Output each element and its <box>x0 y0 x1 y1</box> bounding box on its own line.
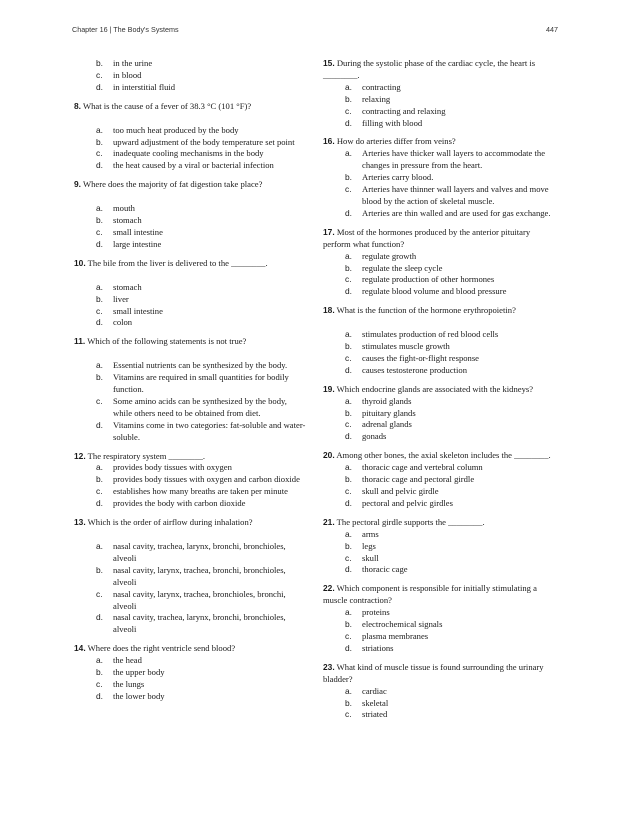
answer-option <box>74 565 306 589</box>
answer-option <box>323 607 555 619</box>
answer-option <box>323 686 555 698</box>
answer-option <box>323 408 555 420</box>
left-column <box>74 58 306 710</box>
question-number: 13. <box>74 517 86 528</box>
answer-option <box>323 553 555 565</box>
option-letter: a. <box>96 541 103 551</box>
question-stem <box>323 58 555 82</box>
question-number: 21. <box>323 516 335 527</box>
answer-option <box>74 282 306 294</box>
option-text: Arteries are thin walled and are used for gas exchange. <box>362 207 551 218</box>
answer-option <box>74 125 306 137</box>
answer-option <box>323 698 555 710</box>
question-number: 20. <box>323 450 335 461</box>
question-8 <box>74 101 306 173</box>
option-letter: b. <box>96 667 103 678</box>
option-letter: a. <box>96 124 103 135</box>
option-letter: c. <box>345 552 352 563</box>
option-letter: d. <box>345 286 352 297</box>
answer-option <box>74 396 306 420</box>
option-letter: c. <box>345 419 352 430</box>
question-19 <box>323 384 555 444</box>
answer-option <box>323 184 555 208</box>
answer-option <box>74 317 306 329</box>
question-stem <box>74 643 306 655</box>
option-letter: b. <box>96 136 103 147</box>
question-stem <box>74 179 306 191</box>
option-letter: a. <box>345 685 352 696</box>
option-text: small intestine <box>113 305 163 316</box>
option-letter: a. <box>345 462 352 473</box>
answer-option <box>323 286 555 298</box>
option-letter: d. <box>96 612 103 623</box>
answer-option <box>74 82 306 94</box>
answer-option <box>323 643 555 655</box>
question-15 <box>323 58 555 129</box>
answer-option <box>323 486 555 498</box>
option-text: too much heat produced by the body <box>113 124 239 135</box>
option-letter: b. <box>345 407 352 418</box>
option-letter: b. <box>96 564 103 575</box>
option-text: establishes how many breaths are taken per minute <box>113 486 288 497</box>
question-number: 18. <box>323 305 335 316</box>
option-text: nasal cavity, larynx, trachea, bronchioles, bronchi, alveoli <box>113 588 286 611</box>
option-text: the head <box>113 655 142 666</box>
option-text: stomach <box>113 215 142 226</box>
option-text: thoracic cage <box>362 564 408 575</box>
answer-option <box>323 341 555 353</box>
answer-option <box>323 631 555 643</box>
question-stem <box>323 227 555 251</box>
option-letter: b. <box>345 540 352 551</box>
option-text: Arteries carry blood. <box>362 172 434 183</box>
question-text: What is the function of the hormone erythropoietin? <box>336 305 516 316</box>
continued-options <box>74 58 306 94</box>
question-number: 8. <box>74 100 81 111</box>
option-letter: a. <box>96 655 103 666</box>
option-text: relaxing <box>362 93 391 104</box>
option-letter: d. <box>345 117 352 128</box>
option-letter: c. <box>345 486 352 496</box>
answer-option <box>323 82 555 94</box>
option-text: Essential nutrients can be synthesized by the body. <box>113 360 288 371</box>
answer-option <box>323 353 555 365</box>
option-text: arms <box>362 528 379 539</box>
answer-option <box>74 137 306 149</box>
option-text: proteins <box>362 607 390 618</box>
question-18 <box>323 305 555 377</box>
option-text: striated <box>362 709 388 720</box>
option-text: legs <box>362 540 376 551</box>
question-stem <box>74 258 306 270</box>
option-text: provides body tissues with oxygen and carbon dioxide <box>113 474 300 485</box>
option-letter: a. <box>96 462 103 473</box>
question-stem <box>74 101 306 113</box>
option-text: Arteries have thicker wall layers to accommodate the changes in pressure from the heart. <box>362 148 546 171</box>
option-letter: c. <box>96 148 103 159</box>
option-letter: b. <box>96 58 103 68</box>
option-text: provides body tissues with oxygen <box>113 462 232 473</box>
option-letter: c. <box>96 395 103 406</box>
answer-option <box>74 589 306 613</box>
option-letter: a. <box>345 607 352 618</box>
option-text: in interstitial fluid <box>113 81 176 92</box>
option-text: cardiac <box>362 685 387 696</box>
answer-option <box>74 691 306 703</box>
option-letter: c. <box>345 274 352 285</box>
question-number: 22. <box>323 583 335 594</box>
option-letter: c. <box>96 226 103 237</box>
question-stem <box>323 305 555 317</box>
question-stem <box>323 662 555 686</box>
answer-option <box>323 118 555 130</box>
option-text: contracting and relaxing <box>362 105 446 116</box>
question-21 <box>323 517 555 577</box>
answer-option <box>74 227 306 239</box>
question-number: 12. <box>74 450 86 461</box>
question-16 <box>323 136 555 219</box>
answer-option <box>323 431 555 443</box>
answer-option <box>74 420 306 444</box>
option-letter: d. <box>345 564 352 575</box>
answer-option <box>323 172 555 184</box>
answer-option <box>323 619 555 631</box>
question-number: 17. <box>323 226 335 237</box>
question-text: During the systolic phase of the cardiac cycle, the heart is ________. <box>323 58 536 80</box>
option-letter: c. <box>345 630 352 641</box>
option-text: nasal cavity, larynx, trachea, bronchi, bronchioles, alveoli <box>113 564 286 587</box>
option-letter: d. <box>345 431 352 442</box>
option-text: causes testosterone production <box>362 364 468 375</box>
answer-option <box>323 474 555 486</box>
question-number: 16. <box>323 136 335 147</box>
question-stem <box>323 517 555 529</box>
option-text: regulate blood volume and blood pressure <box>362 286 507 297</box>
option-letter: a. <box>96 281 103 292</box>
question-17 <box>323 227 555 298</box>
question-text: How do arteries differ from veins? <box>336 136 456 147</box>
answer-option <box>74 203 306 215</box>
option-text: upward adjustment of the body temperature set point <box>113 136 295 147</box>
option-letter: b. <box>345 474 352 485</box>
option-text: adrenal glands <box>362 419 412 430</box>
page-number: 447 <box>546 25 558 34</box>
option-text: regulate production of other hormones <box>362 274 495 285</box>
answer-option <box>74 360 306 372</box>
question-text: The respiratory system ________. <box>87 450 206 461</box>
option-letter: c. <box>345 709 352 720</box>
option-text: Vitamins are required in small quantities for bodily function. <box>113 372 289 395</box>
answer-option <box>74 148 306 160</box>
option-letter: c. <box>345 184 352 195</box>
question-stem <box>323 384 555 396</box>
option-letter: c. <box>345 352 352 363</box>
answer-option <box>323 419 555 431</box>
option-letter: b. <box>96 474 103 485</box>
option-letter: d. <box>345 497 352 508</box>
question-number: 19. <box>323 383 335 394</box>
option-text: the lungs <box>113 678 145 689</box>
option-text: thoracic cage and pectoral girdle <box>362 474 475 485</box>
answer-option <box>74 541 306 565</box>
answer-option <box>323 462 555 474</box>
question-stem <box>74 336 306 348</box>
question-12 <box>74 451 306 511</box>
option-text: Arteries have thinner wall layers and valves and move blood by the action of skeletal muscle. <box>362 184 549 206</box>
answer-option <box>323 541 555 553</box>
option-text: thoracic cage and vertebral column <box>362 462 483 473</box>
option-text: stomach <box>113 281 142 292</box>
answer-option <box>74 498 306 510</box>
option-letter: a. <box>96 203 103 214</box>
option-text: pectoral and pelvic girdles <box>362 497 453 508</box>
option-letter: b. <box>345 341 352 352</box>
answer-option <box>74 306 306 318</box>
question-text: Which component is responsible for initially stimulating a muscle contraction? <box>323 583 537 606</box>
option-text: Some amino acids can be synthesized by the body, while others need to be obtained from diet. <box>113 395 287 418</box>
option-text: colon <box>113 317 133 328</box>
option-text: large intestine <box>113 238 162 249</box>
question-stem <box>74 517 306 529</box>
option-letter: a. <box>345 329 352 340</box>
option-letter: d. <box>96 690 103 701</box>
option-text: thyroid glands <box>362 395 412 406</box>
question-text: The bile from the liver is delivered to the ________. <box>87 257 268 268</box>
answer-option <box>74 655 306 667</box>
answer-option <box>74 474 306 486</box>
option-text: Vitamins come in two categories: fat-soluble and water-soluble. <box>113 419 306 442</box>
option-text: nasal cavity, trachea, larynx, bronchi, bronchioles, alveoli <box>113 541 286 563</box>
option-text: electrochemical signals <box>362 619 443 630</box>
question-text: Which endocrine glands are associated with the kidneys? <box>336 383 534 394</box>
answer-option <box>323 148 555 172</box>
answer-option <box>323 329 555 341</box>
answer-option <box>323 106 555 118</box>
option-text: the lower body <box>113 690 165 701</box>
answer-option <box>323 94 555 106</box>
question-14 <box>74 643 306 703</box>
option-letter: d. <box>96 419 103 430</box>
option-letter: c. <box>96 588 103 599</box>
option-letter: b. <box>96 215 103 226</box>
option-letter: c. <box>96 305 103 316</box>
question-number: 23. <box>323 661 335 672</box>
question-stem <box>323 136 555 148</box>
option-letter: a. <box>345 395 352 406</box>
question-number: 14. <box>74 643 86 654</box>
option-letter: c. <box>345 105 352 116</box>
option-text: pituitary glands <box>362 407 416 418</box>
option-letter: a. <box>345 81 352 92</box>
answer-option <box>74 294 306 306</box>
option-text: the upper body <box>113 667 165 678</box>
question-text: Most of the hormones produced by the anterior pituitary perform what function? <box>323 226 531 249</box>
option-letter: b. <box>345 93 352 104</box>
option-text: liver <box>113 293 129 304</box>
question-text: Where does the majority of fat digestion take place? <box>83 179 263 190</box>
option-text: plasma membranes <box>362 630 429 641</box>
question-22 <box>323 583 555 654</box>
answer-option <box>323 251 555 263</box>
option-text: striations <box>362 642 394 653</box>
option-letter: c. <box>96 69 103 80</box>
option-text: stimulates muscle growth <box>362 341 450 352</box>
answer-option <box>74 612 306 636</box>
option-letter: d. <box>96 498 103 509</box>
question-text: What is the cause of a fever of 38.3 °C (101 °F)? <box>83 100 252 111</box>
option-letter: a. <box>345 528 352 539</box>
option-text: skeletal <box>362 697 389 708</box>
option-letter: b. <box>345 697 352 708</box>
option-text: in the urine <box>113 58 153 68</box>
option-text: provides the body with carbon dioxide <box>113 498 246 509</box>
question-13 <box>74 517 306 636</box>
option-letter: c. <box>96 678 103 689</box>
question-10 <box>74 258 306 330</box>
question-20 <box>323 450 555 510</box>
option-text: mouth <box>113 203 135 214</box>
option-text: nasal cavity, trachea, larynx, bronchi, bronchioles, alveoli <box>113 612 286 635</box>
right-column <box>323 58 555 728</box>
answer-option <box>74 372 306 396</box>
answer-option <box>74 70 306 82</box>
answer-option <box>323 263 555 275</box>
option-letter: b. <box>96 372 103 383</box>
option-letter: b. <box>96 293 103 304</box>
option-text: small intestine <box>113 226 163 237</box>
option-text: regulate the sleep cycle <box>362 262 443 273</box>
answer-option <box>74 667 306 679</box>
answer-option <box>74 462 306 474</box>
question-number: 11. <box>74 336 86 347</box>
option-text: causes the fight-or-flight response <box>362 352 480 363</box>
question-23 <box>323 662 555 722</box>
answer-option <box>74 239 306 251</box>
option-letter: d. <box>345 364 352 375</box>
question-11 <box>74 336 306 443</box>
answer-option <box>323 709 555 721</box>
question-text: Which is the order of airflow during inhalation? <box>87 517 253 528</box>
option-letter: a. <box>96 360 103 371</box>
option-letter: d. <box>96 81 103 92</box>
option-letter: d. <box>96 160 103 171</box>
question-9 <box>74 179 306 251</box>
option-letter: b. <box>345 172 352 183</box>
answer-option <box>323 529 555 541</box>
option-letter: c. <box>96 486 103 497</box>
answer-option <box>323 396 555 408</box>
answer-option <box>323 564 555 576</box>
answer-option <box>323 208 555 220</box>
question-text: Which of the following statements is not true? <box>87 336 247 347</box>
question-stem <box>323 583 555 607</box>
answer-option <box>323 274 555 286</box>
option-text: filling with blood <box>362 117 423 128</box>
answer-option <box>323 498 555 510</box>
option-letter: d. <box>96 317 103 328</box>
question-text: The pectoral girdle supports the ________. <box>336 516 485 527</box>
question-text: What kind of muscle tissue is found surrounding the urinary bladder? <box>323 661 544 684</box>
answer-option <box>74 58 306 70</box>
option-text: contracting <box>362 81 401 92</box>
question-stem <box>74 451 306 463</box>
option-letter: a. <box>345 250 352 261</box>
option-letter: a. <box>345 148 352 159</box>
answer-option <box>74 486 306 498</box>
option-text: regulate growth <box>362 250 417 261</box>
option-text: inadequate cooling mechanisms in the body <box>113 148 264 159</box>
option-letter: b. <box>345 619 352 630</box>
option-text: in blood <box>113 69 142 80</box>
question-number: 15. <box>323 58 335 68</box>
chapter-title: Chapter 16 | The Body's Systems <box>72 25 179 34</box>
question-number: 9. <box>74 179 81 190</box>
option-text: skull and pelvic girdle <box>362 486 439 496</box>
answer-option <box>323 365 555 377</box>
answer-option <box>74 160 306 172</box>
question-text: Where does the right ventricle send blood? <box>87 643 236 654</box>
question-text: Among other bones, the axial skeleton includes the ________. <box>336 450 551 461</box>
option-letter: d. <box>96 238 103 249</box>
option-text: the heat caused by a viral or bacterial infection <box>113 160 274 171</box>
answer-option <box>74 679 306 691</box>
option-letter: d. <box>345 642 352 653</box>
option-letter: d. <box>345 207 352 218</box>
option-text: skull <box>362 552 379 563</box>
option-text: gonads <box>362 431 387 442</box>
answer-option <box>74 215 306 227</box>
question-number: 10. <box>74 257 86 268</box>
option-letter: b. <box>345 262 352 273</box>
option-text: stimulates production of red blood cells <box>362 329 499 340</box>
question-stem <box>323 450 555 462</box>
